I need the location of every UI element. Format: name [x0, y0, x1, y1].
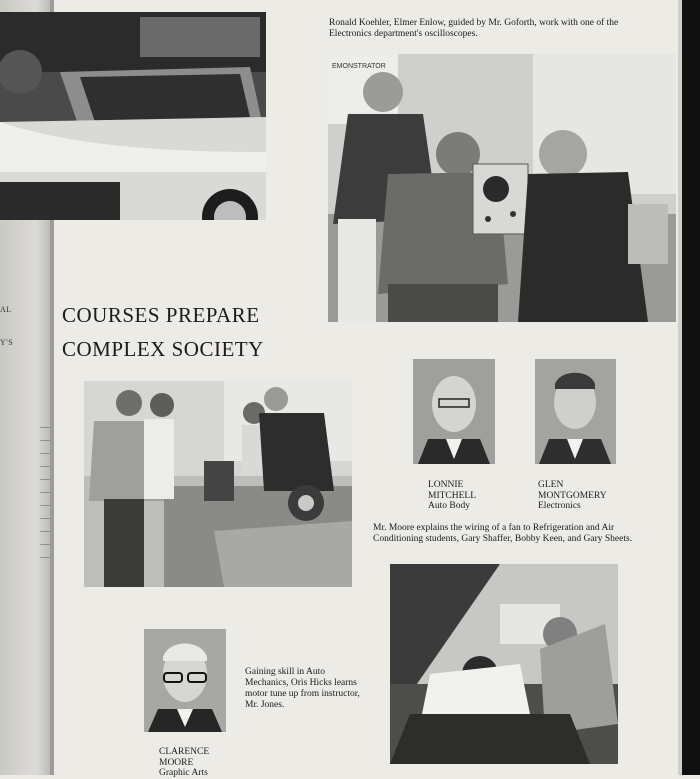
refrigeration-caption: Mr. Moore explains the wiring of a fan to Refrigeration and Air Conditioning students, Gary Shaffer, Bobby Keen, and Gary Sheets. — [373, 523, 633, 544]
refrigeration-photo — [84, 381, 352, 587]
staff-name-lonnie-mitchell: LONNIE MITCHELL Auto Body — [428, 480, 477, 511]
oscilloscope-caption: Ronald Koehler, Elmer Enlow, guided by Mr. Goforth, work with one of the Electronics department's oscilloscopes. — [329, 18, 619, 39]
car-photo — [0, 12, 266, 220]
left-page-headline-fragment-1: AL — [0, 305, 12, 314]
portrait-lonnie-mitchell — [413, 359, 495, 464]
page-edge-dark — [682, 0, 700, 775]
portrait-clarence-moore — [144, 629, 226, 732]
oscilloscope-photo — [328, 54, 676, 322]
demonstrator-sign: EMONSTRATOR — [332, 63, 386, 70]
auto-mechanics-photo — [390, 564, 618, 764]
headline-line-1: COURSES PREPARE — [62, 303, 260, 327]
portrait-glen-montgomery — [535, 359, 616, 464]
staff-name-glen-montgomery: GLEN MONTGOMERY Electronics — [538, 480, 607, 511]
headline-line-2: COMPLEX SOCIETY — [62, 337, 264, 361]
staff-name-clarence-moore: CLARENCE MOORE Graphic Arts — [159, 747, 210, 778]
left-page-text-fragments — [40, 418, 50, 568]
left-page-headline-fragment-2: Y'S — [0, 338, 14, 347]
auto-mechanics-caption: Gaining skill in Auto Mechanics, Oris Hicks learns motor tune up from instructor, Mr. Jones. — [245, 667, 360, 710]
